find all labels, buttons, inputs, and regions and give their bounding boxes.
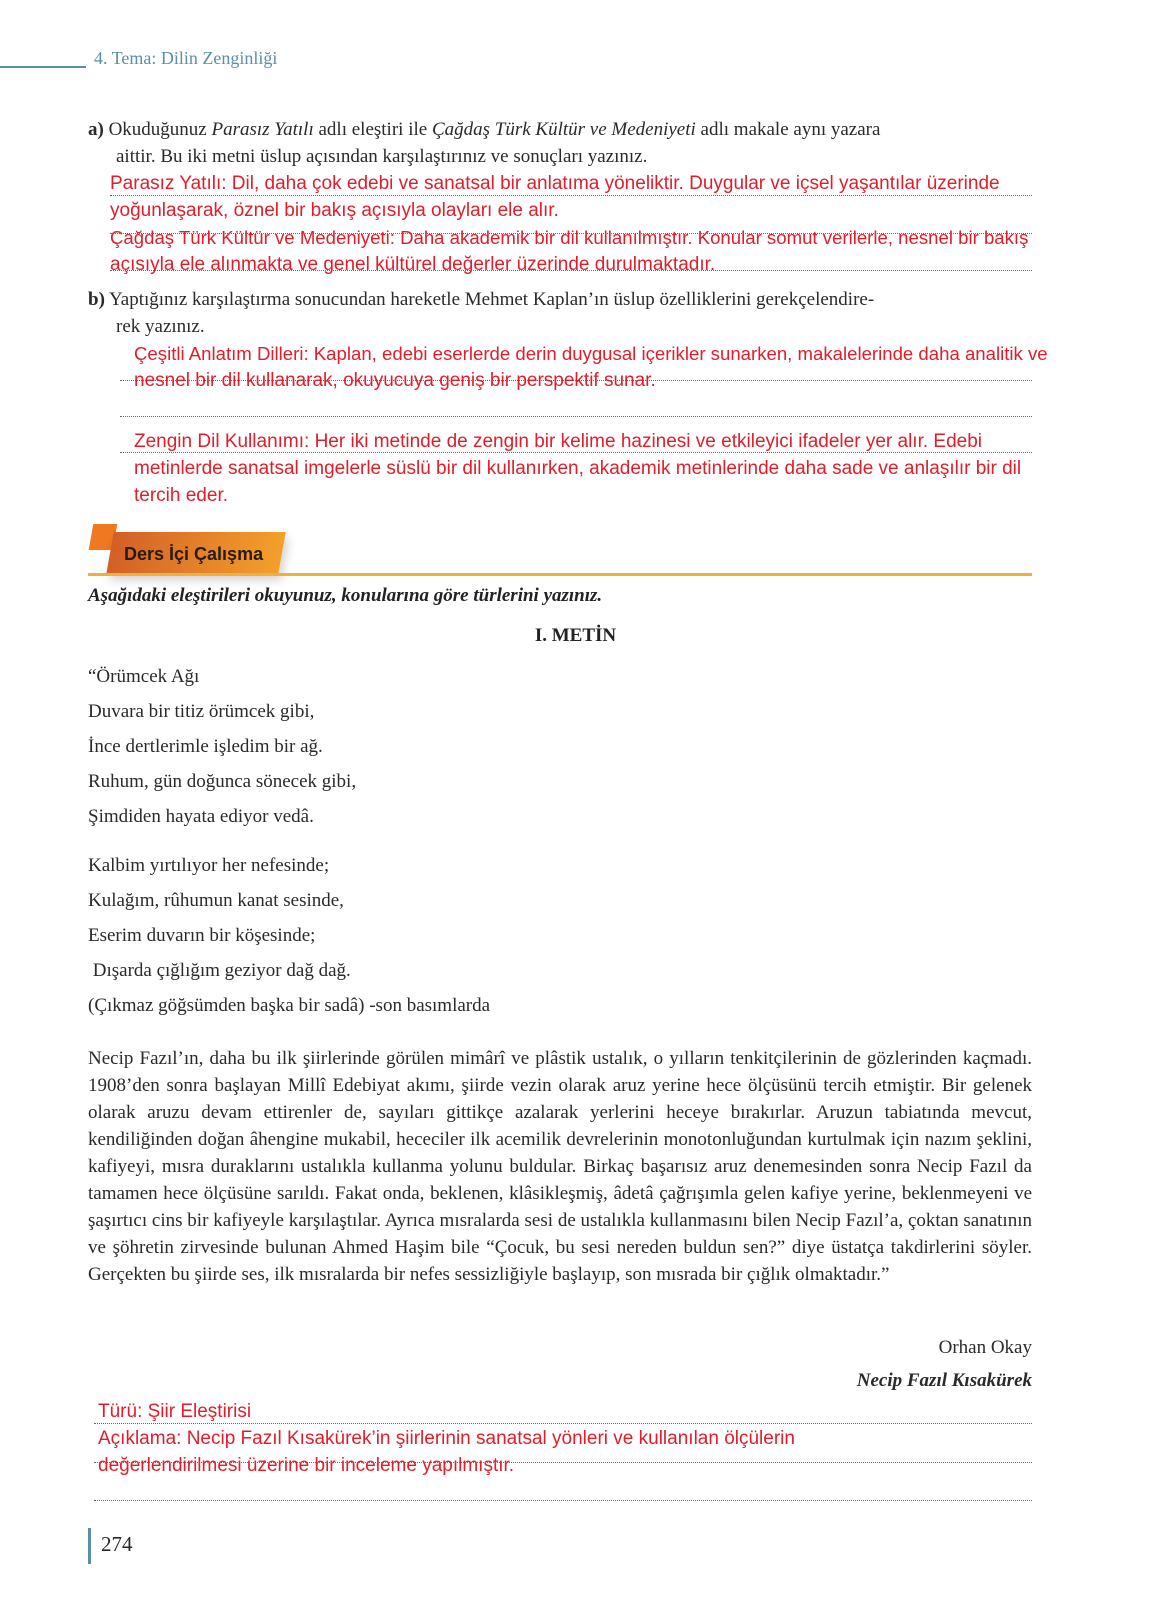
answer-b-line: nesnel bir dil kullanarak, okuyucuya geniş bir perspektif sunar. — [134, 370, 656, 391]
article-title: Çağdaş Türk Kültür ve Medeniyeti — [431, 119, 696, 140]
answer-line-rule — [120, 416, 1032, 417]
answer-explanation: Açıklama: Necip Fazıl Kısakürek’in şiirlerinin sanatsal yönleri ve kullanılan ölçülerin — [98, 1428, 795, 1449]
section-rule — [88, 573, 1032, 576]
question-b-text: Yaptığınız karşılaştırma sonucundan hareketle Mehmet Kaplan’ın üslup özelliklerini gerekçelendire- — [108, 289, 875, 310]
poem-line: Duvara bir titiz örümcek gibi, — [88, 701, 315, 722]
question-a-line2: aittir. Bu iki metni üslup açısından karşılaştırınız ve sonuçları yazınız. — [116, 146, 648, 167]
header-rule — [0, 66, 86, 68]
question-a-label: a) — [88, 119, 104, 140]
poem-line: Ruhum, gün doğunca sönecek gibi, — [88, 771, 357, 792]
book-title: Parasız Yatılı — [211, 119, 314, 140]
text-title: I. METİN — [534, 625, 617, 646]
answer-line-rule — [94, 1423, 1032, 1424]
answer-b-line: metinlerde sanatsal imgelerle süslü bir dil kullanırken, akademik metinlerinde daha sade ve anlaşılır bir dil — [134, 458, 1022, 479]
poem-line: “Örümcek Ağı — [88, 666, 200, 687]
poem-line: İnce dertlerimle işledim bir ağ. — [88, 736, 323, 757]
poem-line: Dışarda çığlığım geziyor dağ dağ. — [88, 960, 351, 981]
page-number-bar — [88, 1528, 91, 1564]
poem-line: Şimdiden hayata ediyor vedâ. — [88, 806, 314, 827]
chapter-title: 4. Tema: Dilin Zenginliği — [94, 48, 278, 68]
answer-a-line: açısıyla ele alınmakta ve genel kültürel değerler üzerinde durulmaktadır. — [110, 254, 716, 275]
question-a-text: adlı eleştiri ile — [313, 119, 432, 140]
poem-line: Kalbim yırtılıyor her nefesinde; — [88, 855, 330, 876]
answer-line-rule — [110, 195, 1032, 196]
question-a-text: Okuduğunuz — [108, 119, 212, 140]
answer-b-line: Zengin Dil Kullanımı: Her iki metinde de zengin bir kelime hazinesi ve etkileyici ifadeler yer alır. Edebi — [134, 431, 982, 452]
answer-b-line: Çeşitli Anlatım Dilleri: Kaplan, edebi eserlerde derin duygusal içerikler sunarken, makalelerinde daha analitik ve — [134, 343, 1048, 364]
answer-b-line: tercih eder. — [134, 485, 228, 506]
answer-line-rule — [110, 270, 1032, 271]
answer-line-rule — [110, 233, 1032, 234]
answer-line-rule — [120, 452, 1032, 453]
poem-line: Eserim duvarın bir köşesinde; — [88, 925, 316, 946]
poem-line: Kulağım, rûhumun kanat sesinde, — [88, 890, 344, 911]
author-name: Orhan Okay — [938, 1337, 1032, 1358]
answer-a-line: yoğunlaşarak, öznel bir bakış açısıyla olayları ele alır. — [110, 200, 559, 221]
answer-a-line: Çağdaş Türk Kültür ve Medeniyeti: Daha akademik bir dil kullanılmıştır. Konular somut verilerle, nesnel bir bakış — [110, 227, 1029, 248]
answer-line-rule — [94, 1500, 1032, 1501]
question-a — [88, 116, 1032, 143]
answer-explanation: değerlendirilmesi üzerine bir inceleme yapılmıştır. — [98, 1455, 515, 1476]
question-a-text: adlı makale aynı yazara — [695, 119, 881, 140]
poem-line: (Çıkmaz göğsümden başka bir sadâ) -son basımlarda — [88, 995, 491, 1016]
instruction: Aşağıdaki eleştirileri okuyunuz, konularına göre türlerini yazınız. — [88, 585, 603, 606]
page-number: 274 — [101, 1532, 133, 1556]
section-banner-label: Ders İçi Çalışma — [124, 544, 264, 564]
question-b-line2: rek yazınız. — [116, 316, 205, 337]
work-title: Necip Fazıl Kısakürek — [856, 1370, 1032, 1391]
question-b — [88, 286, 1032, 313]
answer-line-rule — [94, 1462, 1032, 1463]
question-b-label: b) — [88, 289, 105, 310]
answer-type: Türü: Şiir Eleştirisi — [98, 1401, 252, 1422]
answer-a-line: Parasız Yatılı: Dil, daha çok edebi ve sanatsal bir anlatıma yöneliktir. Duygular ve içsel yaşantılar üzerinde — [110, 173, 1000, 194]
critique-paragraph: Necip Fazıl’ın, daha bu ilk şiirlerinde görülen mimârî ve plâstik ustalık, o yılların tenkitçilerinin de gözlerinden kaçmadı. 1908’den sonra başlayan Millî Edebiyat akımı, şiirde vezin olarak aruz yerine hece ölçüsünü tercih etmiştir. Bir gelenek olarak aruzu devam ettirenler de, sayıları gittikçe azalarak yerlerini heceye bırakırlar. Aruzun tabiatında mevcut, kendiliğinden doğan âhengine mukabil, hececiler ilk acemilik devrelerinin monotonluğundan kurtulmak için nazım şeklini, kafiyeyi, mısra duraklarını ustalıkla kullanma yolunu buldular. Birkaç başarısız aruz denemesinden sonra Necip Fazıl da tamamen hece ölçüsüne sarıldı. Fakat onda, beklenen, klâsikleşmiş, âdetâ çağrışımla gelen kafiye yerine, beklenmeyeni ve şaşırtıcı cins bir kafiyeyle karşılaştılar. Ayrıca mısralarda sesi de ustalıkla kullanmasını bilen Necip Fazıl’a, çoktan sanatının ve şöhretin zirvesinde bulunan Ahmed Haşim bile “Çocuk, bu sesi nereden buldun sen?” diye üstatça takdirlerini söyler. Gerçekten bu şiirde ses, ilk mısralarda bir nefes sessizliğiyle başlayıp, son mısrada bir çığlık olmaktadır.” — [88, 1048, 1032, 1285]
